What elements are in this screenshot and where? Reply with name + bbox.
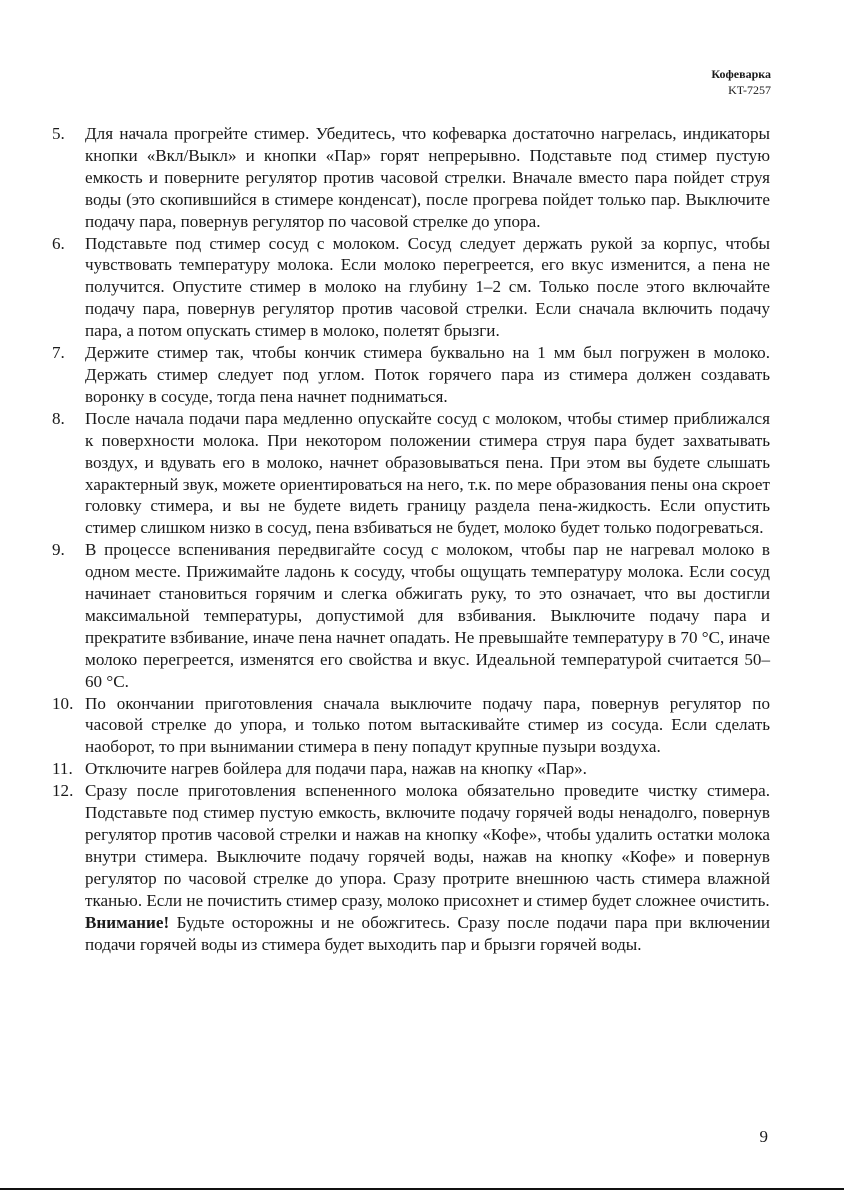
item-number: 10.: [52, 693, 74, 713]
item-text: В процессе вспенивания передвигайте сосуд с молоком, чтобы пар не нагревал молоко в одном месте. Прижимайте ладонь к сосуду, чтобы ощущать температуру молока. Если сосуд начинает становиться горячим и слегка обжигать руку, то это означает, что вы достигли максимальной температуры, допустимой для взбивания. Выключите подачу пара и прекратите взбивание, иначе пена начнет опадать. Не превышайте температуру в 70 °C, иначе молоко перегреется, изменятся его свойства и вкус. Идеальной температурой считается 50–60 °C.: [85, 540, 770, 691]
list-item: [52, 693, 770, 759]
item-number: 7.: [52, 343, 65, 363]
bottom-divider: [0, 1188, 844, 1190]
item-number: 8.: [52, 408, 65, 428]
list-item: [52, 408, 770, 539]
list-item: [52, 123, 770, 233]
list-item: [52, 780, 770, 911]
item-number: 11.: [52, 759, 73, 779]
list-item: [52, 539, 770, 692]
page-header: [711, 66, 771, 98]
item-text: Для начала прогрейте стимер. Убедитесь, что кофеварка достаточно нагрелась, индикаторы кнопки «Вкл/Выкл» и кнопки «Пар» горят непрерывно. Подставьте под стимер пустую емкость и поверните регулятор против часовой стрелки. Вначале вместо пара пойдет струя воды (это скопившийся в стимере конденсат), после прогрева пойдет только пар. Выключите подачу пара, повернув регулятор по часовой стрелке до упора.: [85, 124, 770, 231]
item-text: После начала подачи пара медленно опускайте сосуд с молоком, чтобы стимер приближался к поверхности молока. При некотором положении стимера струя пара будет захватывать воздух, и вдувать его в молоко, начнет образовываться пена. При этом вы будете слышать характерный звук, можете ориентироваться на него, т.к. по мере образования пены она скроет головку стимера, и вы не будете видеть границу раздела пена-жидкость. Если опустить стимер слишком низко в сосуд, пена взбиваться не будет, молоко будет только подогреваться.: [85, 408, 770, 538]
item-text: По окончании приготовления сначала выключите подачу пара, повернув регулятор по часовой стрелке до упора, и только потом вытаскивайте стимер из сосуда. Если сделать наоборот, то при вынимании стимера в пену попадут крупные пузыри воздуха.: [85, 693, 770, 757]
list-item: [52, 233, 770, 343]
item-text: Сразу после приготовления вспененного молока обязательно проведите чистку стимера. Подставьте под стимер пустую емкость, включите подачу горячей воды ненадолго, повернув регулятор против часовой стрелки и нажав на кнопку «Кофе», чтобы удалить остатки молока внутри стимера. Выключите подачу горячей воды, нажав на кнопку «Кофе» и повернув регулятор по часовой стрелке до упора. Сразу протрите внешнюю часть стимера влажной тканью. Если не почистить стимер сразу, молоко присохнет и стимер будет сложнее очистить.: [85, 781, 770, 910]
item-number: 5.: [52, 124, 65, 143]
instructions-list: [52, 123, 770, 955]
list-item: [52, 758, 770, 780]
item-text: Отключите нагрев бойлера для подачи пара, нажав на кнопку «Пар».: [85, 759, 587, 779]
list-item: [52, 342, 770, 408]
item-text: Подставьте под стимер сосуд с молоком. Сосуд следует держать рукой за корпус, чтобы чувствовать температуру молока. Если молоко перегреется, его вкус изменится, а пена не получится. Опустите стимер в молоко на глубину 1–2 см. Только после этого включайте подачу пара, повернув регулятор против часовой стрелки. Если сначала включить подачу пара, а потом опускать стимер в молоко, полетят брызги.: [85, 233, 770, 341]
warning-label: Внимание!: [85, 912, 170, 932]
page-number: 9: [759, 1127, 768, 1146]
item-number: 12.: [52, 781, 74, 801]
product-name: Кофеварка: [711, 67, 771, 81]
warning-note: [85, 912, 770, 956]
item-number: 6.: [52, 233, 65, 253]
warning-text: Будьте осторожны и не обожгитесь. Сразу после подачи пара при включении подачи горячей воды из стимера будет выходить пар и брызги горячей воды.: [85, 912, 770, 954]
model-number: KT-7257: [728, 83, 771, 97]
item-number: 9.: [52, 540, 65, 560]
item-text: Держите стимер так, чтобы кончик стимера буквально на 1 мм был погружен в молоко. Держать стимер следует под углом. Поток горячего пара из стимера должен создавать воронку в сосуде, тогда пена начнет подниматься.: [85, 343, 770, 406]
